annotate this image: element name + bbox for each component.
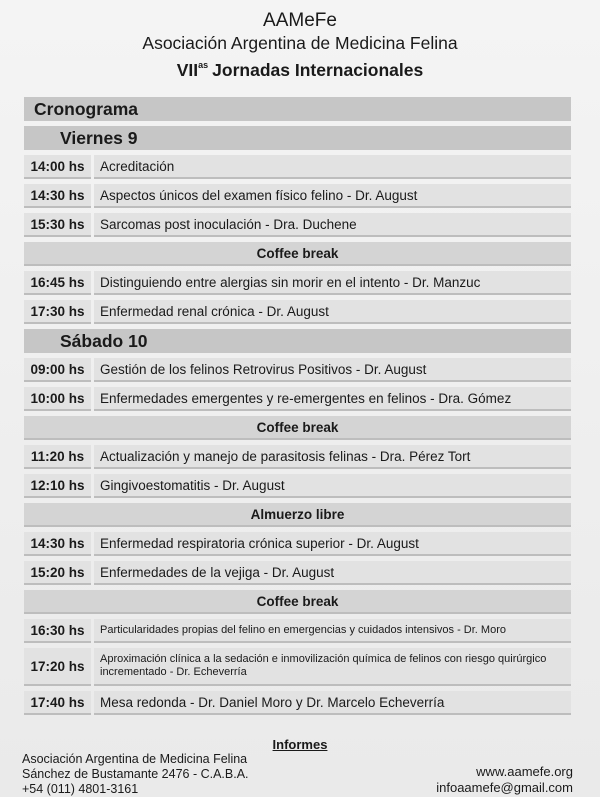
break-row: Coffee break xyxy=(24,416,571,440)
row-time: 14:30 hs xyxy=(24,532,91,556)
row-topic: Gestión de los felinos Retrovirus Positivos - Dr. August xyxy=(94,358,571,382)
footer-street: Sánchez de Bustamante 2476 - C.A.B.A. xyxy=(22,767,249,781)
row-time: 16:30 hs xyxy=(24,619,91,643)
row-time: 16:45 hs xyxy=(24,271,91,295)
org-name: Asociación Argentina de Medicina Felina xyxy=(142,33,458,53)
schedule-row xyxy=(24,532,571,556)
row-topic: Mesa redonda - Dr. Daniel Moro y Dr. Marcelo Echeverría xyxy=(94,691,571,715)
schedule-row xyxy=(24,691,571,715)
event-edition: VII xyxy=(176,60,199,80)
row-topic: Aproximación clínica a la sedación e inmovilización química de felinos con riesgo quirúrgico incrementado - Dr. Echeverría xyxy=(94,648,571,686)
footer-phone: +54 (011) 4801-3161 xyxy=(22,782,139,796)
day-header-saturday: Sábado 10 xyxy=(24,329,571,353)
row-time: 11:20 hs xyxy=(24,445,91,469)
break-row: Coffee break xyxy=(24,590,571,614)
row-topic: Acreditación xyxy=(94,155,571,179)
schedule xyxy=(24,97,571,720)
footer-org: Asociación Argentina de Medicina Felina xyxy=(22,752,248,766)
schedule-row xyxy=(24,300,571,324)
row-topic: Enfermedad respiratoria crónica superior - Dr. August xyxy=(94,532,571,556)
schedule-row xyxy=(24,648,571,686)
row-time: 17:20 hs xyxy=(24,648,91,686)
schedule-row xyxy=(24,445,571,469)
schedule-row xyxy=(24,184,571,208)
row-time: 15:20 hs xyxy=(24,561,91,585)
lunch-row: Almuerzo libre xyxy=(24,503,571,527)
row-topic: Gingivoestomatitis - Dr. August xyxy=(94,474,571,498)
day-header-friday: Viernes 9 xyxy=(24,126,571,150)
event-edition-suffix: as xyxy=(198,60,209,70)
website-link[interactable]: www.aamefe.org xyxy=(476,764,573,779)
break-row: Coffee break xyxy=(24,242,571,266)
row-time: 14:30 hs xyxy=(24,184,91,208)
schedule-row xyxy=(24,474,571,498)
schedule-row xyxy=(24,619,571,643)
row-time: 10:00 hs xyxy=(24,387,91,411)
row-topic: Sarcomas post inoculación - Dra. Duchene xyxy=(94,213,571,237)
footer-address xyxy=(22,752,249,797)
email-link[interactable]: infoaamefe@gmail.com xyxy=(436,780,573,795)
row-time: 15:30 hs xyxy=(24,213,91,237)
event-title xyxy=(0,54,600,81)
schedule-row xyxy=(24,561,571,585)
schedule-row xyxy=(24,213,571,237)
row-topic: Actualización y manejo de parasitosis felinas - Dra. Pérez Tort xyxy=(94,445,571,469)
org-acronym: AAMeFe xyxy=(263,10,337,31)
informes-heading: Informes xyxy=(272,737,328,752)
row-topic: Distinguiendo entre alergias sin morir en el intento - Dr. Manzuc xyxy=(94,271,571,295)
schedule-row xyxy=(24,155,571,179)
row-topic: Aspectos únicos del examen físico felino - Dr. August xyxy=(94,184,571,208)
row-topic: Enfermedades emergentes y re-emergentes en felinos - Dra. Gómez xyxy=(94,387,571,411)
footer-contact xyxy=(436,764,573,796)
row-time: 12:10 hs xyxy=(24,474,91,498)
schedule-row xyxy=(24,358,571,382)
page-header xyxy=(0,0,600,81)
row-time: 17:40 hs xyxy=(24,691,91,715)
schedule-title: Cronograma xyxy=(24,97,571,121)
event-name: Jornadas Internacionales xyxy=(212,60,424,80)
row-time: 14:00 hs xyxy=(24,155,91,179)
row-time: 09:00 hs xyxy=(24,358,91,382)
row-topic: Enfermedad renal crónica - Dr. August xyxy=(94,300,571,324)
schedule-row xyxy=(24,387,571,411)
schedule-row xyxy=(24,271,571,295)
row-time: 17:30 hs xyxy=(24,300,91,324)
row-topic: Enfermedades de la vejiga - Dr. August xyxy=(94,561,571,585)
row-topic: Particularidades propias del felino en emergencias y cuidados intensivos - Dr. Moro xyxy=(94,619,571,643)
